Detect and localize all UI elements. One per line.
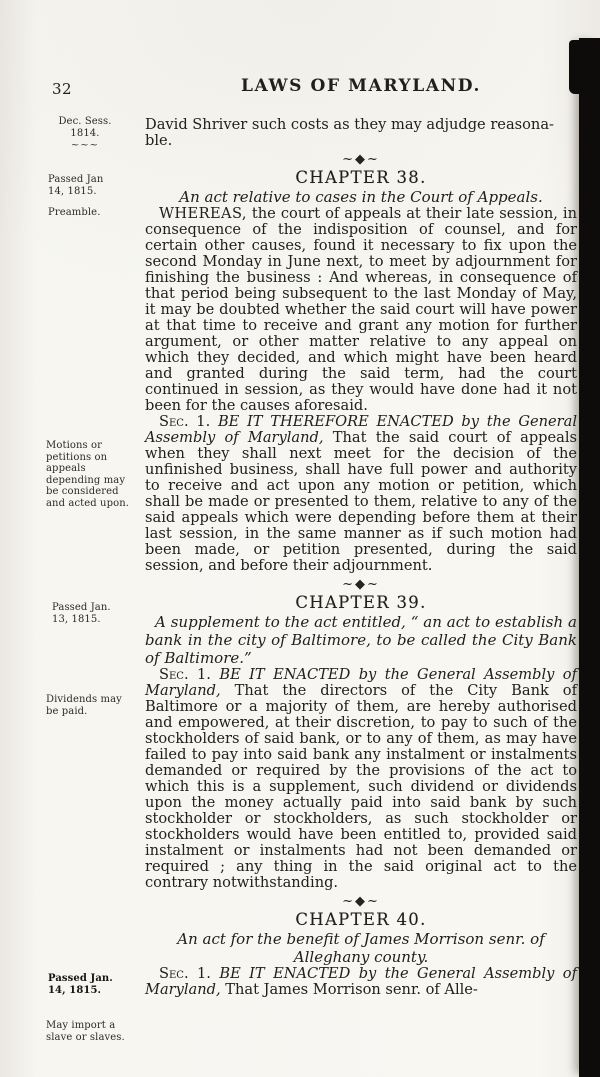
section-divider-ornament: ~◆~ xyxy=(342,152,380,167)
margin-note-passed-ch38: Passed Jan 14, 1815. xyxy=(48,174,104,197)
chapter-40-section-1-paragraph xyxy=(145,966,577,998)
margin-note-passed-ch40: Passed Jan. 14, 1815. xyxy=(48,973,113,996)
chapter-38-heading: CHAPTER 38. xyxy=(295,168,427,187)
carryover-line-1: David Shriver such costs as they may adjudge reasona- xyxy=(145,116,554,133)
running-header: LAWS OF MARYLAND. xyxy=(240,76,482,96)
enacting-clause: BE IT ENACTED by the General Assembly of Maryland, xyxy=(145,666,577,699)
section-label: Sec. 1. xyxy=(159,413,211,430)
section-label: Sec. 1. xyxy=(159,965,211,982)
chapter-38-preamble-text: the court of appeals at their late session, in consequence of the indisposition of counsel, and for certain other causes, found it necessary to fix upon the second Monday in June next, to meet by adjournment for finishing the business : And whereas, in consequence of that period being subsequent to the last Monday of May, it may be doubted whether the said court will have power at that time to receive and grant any motion for further argument, or other matter relative to any appeal on which they decided, and which might have been heard and granted during the said term, had the court continued in session, as they would have done had it not been for the causes aforesaid. xyxy=(145,205,577,414)
chapter-40-title: An act for the benefit of James Morrison senr. of Alleghany county. xyxy=(177,930,545,966)
chapter-40-heading: CHAPTER 40. xyxy=(295,910,427,929)
enacting-clause: BE IT ENACTED by the General Assembly of Maryland, xyxy=(145,965,577,998)
main-text-column xyxy=(145,0,577,998)
chapter-39-title: A supplement to the act entitled, “ an act to establish a bank in the city of Baltimore, to be called the City Bank of Baltimore.” xyxy=(145,613,577,667)
section-label: Sec. 1. xyxy=(159,666,211,683)
whereas-lead: WHEREAS, xyxy=(159,205,247,222)
chapter-38-title: An act relative to cases in the Court of Appeals. xyxy=(179,188,543,206)
margin-note-session xyxy=(50,116,120,152)
chapter-39-section-1-paragraph xyxy=(145,667,577,891)
chapter-38-section-1-paragraph xyxy=(145,414,577,574)
margin-note-passed-ch39: Passed Jan. 13, 1815. xyxy=(52,602,111,625)
section-divider-ornament: ~◆~ xyxy=(342,894,380,909)
chapter-39-section-1-text: That the directors of the City Bank of Baltimore or a majority of them, are hereby authorised and empowered, at their discretion, to pay to such of the stockholders of said bank, or to any of them, as may have failed to pay into said bank any instalment or instalments demanded or required by the provisions of the act to which this is a supplement, such dividend or dividends upon the money actually paid into said bank by such stockholder or stockholders, as such stockholder or stockholders would have been entitled to, provided said instalment or instalments had not been demanded or required ; any thing in the said original act to the contrary notwithstanding. xyxy=(145,682,577,891)
session-flourish-squiggle: ~~~ xyxy=(70,140,100,152)
margin-note-dividends: Dividends may be paid. xyxy=(46,694,122,717)
section-divider-ornament: ~◆~ xyxy=(342,577,380,592)
chapter-38-section-1-text: That the said court of appeals when they shall next meet for the decision of the unfinished business, shall have full power and authority to receive and act upon any motion or petition, which shall be made or presented to them, relative to any of the said appeals which were depending before them at their last session, in the same manner as if such motion had been made, or petition presented, during the said session, and before their adjournment. xyxy=(145,429,578,574)
margin-note-preamble: Preamble. xyxy=(48,207,101,218)
enacting-clause: BE IT THEREFORE ENACTED by the General Assembly of Maryland, xyxy=(145,413,577,446)
chapter-38-preamble-paragraph xyxy=(145,206,577,414)
scan-gutter-bar xyxy=(579,38,600,1077)
margin-note-import-slave: May import a slave or slaves. xyxy=(46,1020,125,1043)
carryover-line-2: ble. xyxy=(145,132,173,149)
page-number: 32 xyxy=(52,80,73,98)
margin-note-motions: Motions or petitions on appeals depending may be considered and acted upon. xyxy=(46,440,130,509)
chapter-39-heading: CHAPTER 39. xyxy=(295,593,427,612)
chapter-40-section-1-text: That James Morrison senr. of Alle- xyxy=(220,981,478,998)
margin-note-session-text: Dec. Sess. 1814. xyxy=(58,116,112,139)
carryover-paragraph xyxy=(145,117,577,149)
